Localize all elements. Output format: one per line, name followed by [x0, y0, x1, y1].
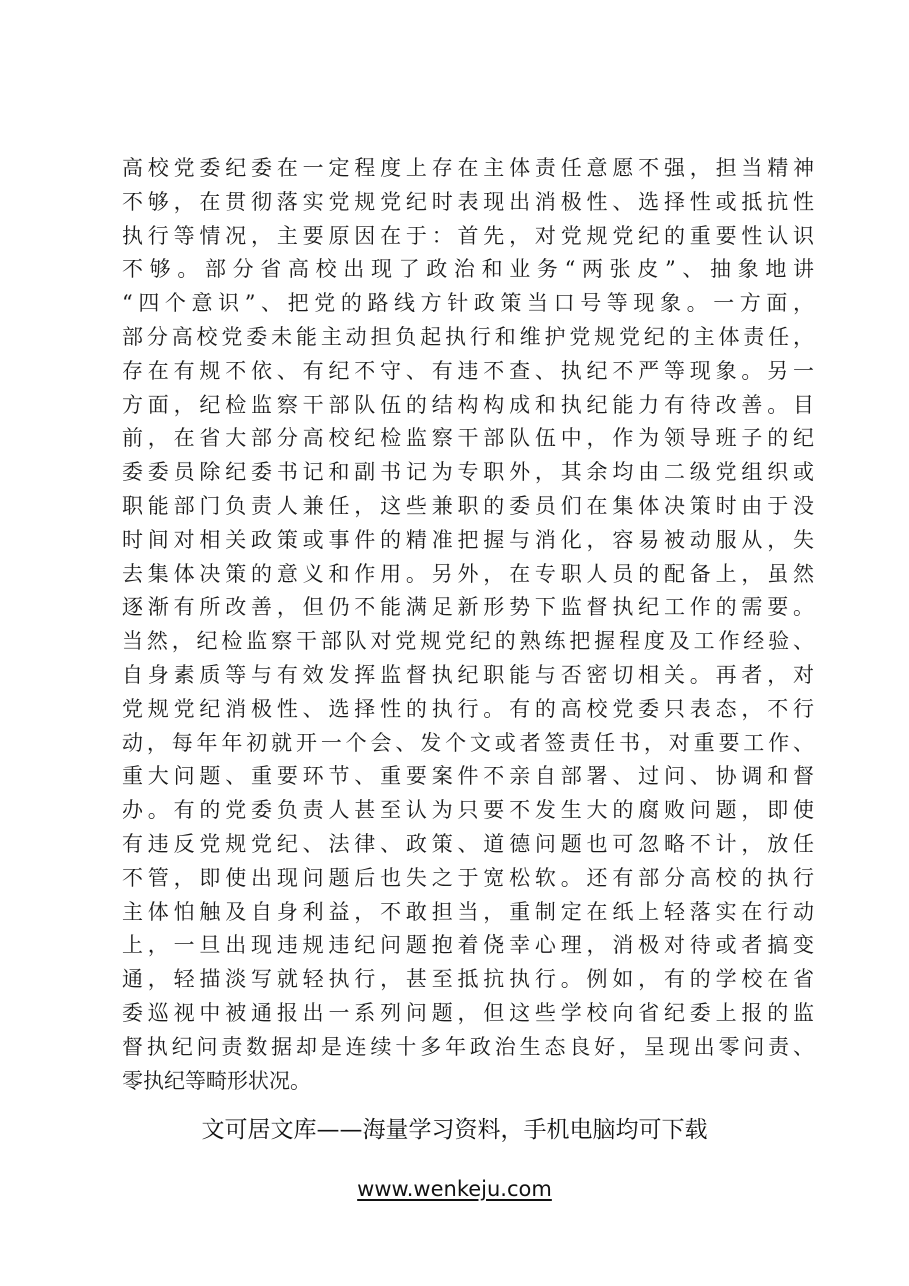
paragraph-line: 当然，纪检监察干部队对党规党纪的熟练把握程度及工作经验、 [122, 629, 814, 654]
paragraph-line: 部分高校党委未能主动担负起执行和维护党规党纪的主体责任， [122, 324, 814, 349]
paragraph-line: 前，在省大部分高校纪检监察干部队伍中，作为领导班子的纪 [122, 426, 814, 451]
paragraph-line: 不够。部分省高校出现了政治和业务“两张皮”、抽象地讲 [122, 257, 814, 282]
paragraph-line: 上，一旦出现违规违纪问题抱着侥幸心理，消极对待或者搞变 [122, 933, 814, 958]
body-paragraph [122, 152, 814, 1098]
paragraph-line: 有违反党规党纪、法律、政策、道德问题也可忽略不计，放任 [122, 831, 814, 856]
paragraph-line: 存在有规不依、有纪不守、有违不查、执纪不严等现象。另一 [122, 358, 814, 383]
paragraph-line: 办。有的党委负责人甚至认为只要不发生大的腐败问题，即使 [122, 798, 814, 823]
paragraph-line: 零执纪等畸形状况。 [122, 1068, 311, 1093]
paragraph-line: 通，轻描淡写就轻执行，甚至抵抗执行。例如，有的学校在省 [122, 967, 814, 992]
paragraph-line: 方面，纪检监察干部队伍的结构构成和执纪能力有待改善。目 [122, 392, 814, 417]
paragraph-line: “四个意识”、把党的路线方针政策当口号等现象。一方面， [122, 291, 814, 316]
footer-url-container [0, 1172, 909, 1206]
paragraph-line: 委委员除纪委书记和副书记为专职外，其余均由二级党组织或 [122, 460, 814, 485]
paragraph-line: 不管，即使出现问题后也失之于宽松软。还有部分高校的执行 [122, 865, 814, 890]
paragraph-line: 去集体决策的意义和作用。另外，在专职人员的配备上，虽然 [122, 561, 814, 586]
paragraph-line: 逐渐有所改善，但仍不能满足新形势下监督执纪工作的需要。 [122, 595, 814, 620]
paragraph-line: 不够，在贯彻落实党规党纪时表现出消极性、选择性或抵抗性 [122, 189, 814, 214]
paragraph-line: 重大问题、重要环节、重要案件不亲自部署、过问、协调和督 [122, 764, 814, 789]
paragraph-line: 高校党委纪委在一定程度上存在主体责任意愿不强，担当精神 [122, 156, 814, 180]
paragraph-line: 执行等情况，主要原因在于：首先，对党规党纪的重要性认识 [122, 223, 814, 248]
footer-url-link[interactable]: www.wenkeju.com [357, 1177, 552, 1201]
paragraph-line: 职能部门负责人兼任，这些兼职的委员们在集体决策时由于没 [122, 493, 814, 518]
paragraph-line: 主体怕触及自身利益，不敢担当，重制定在纸上轻落实在行动 [122, 899, 814, 924]
footer-title: 文可居文库——海量学习资料，手机电脑均可下载 [201, 1117, 708, 1143]
paragraph-line: 党规党纪消极性、选择性的执行。有的高校党委只表态，不行 [122, 696, 814, 721]
paragraph-line: 督执纪问责数据却是连续十多年政治生态良好，呈现出零问责、 [122, 1034, 814, 1059]
paragraph-line: 动，每年年初就开一个会、发个文或者签责任书，对重要工作、 [122, 730, 814, 755]
paragraph-line: 自身素质等与有效发挥监督执纪职能与否密切相关。再者，对 [122, 662, 814, 687]
paragraph-line: 委巡视中被通报出一系列问题，但这些学校向省纪委上报的监 [122, 1000, 814, 1025]
paragraph-line: 时间对相关政策或事件的精准把握与消化，容易被动服从，失 [122, 527, 814, 552]
